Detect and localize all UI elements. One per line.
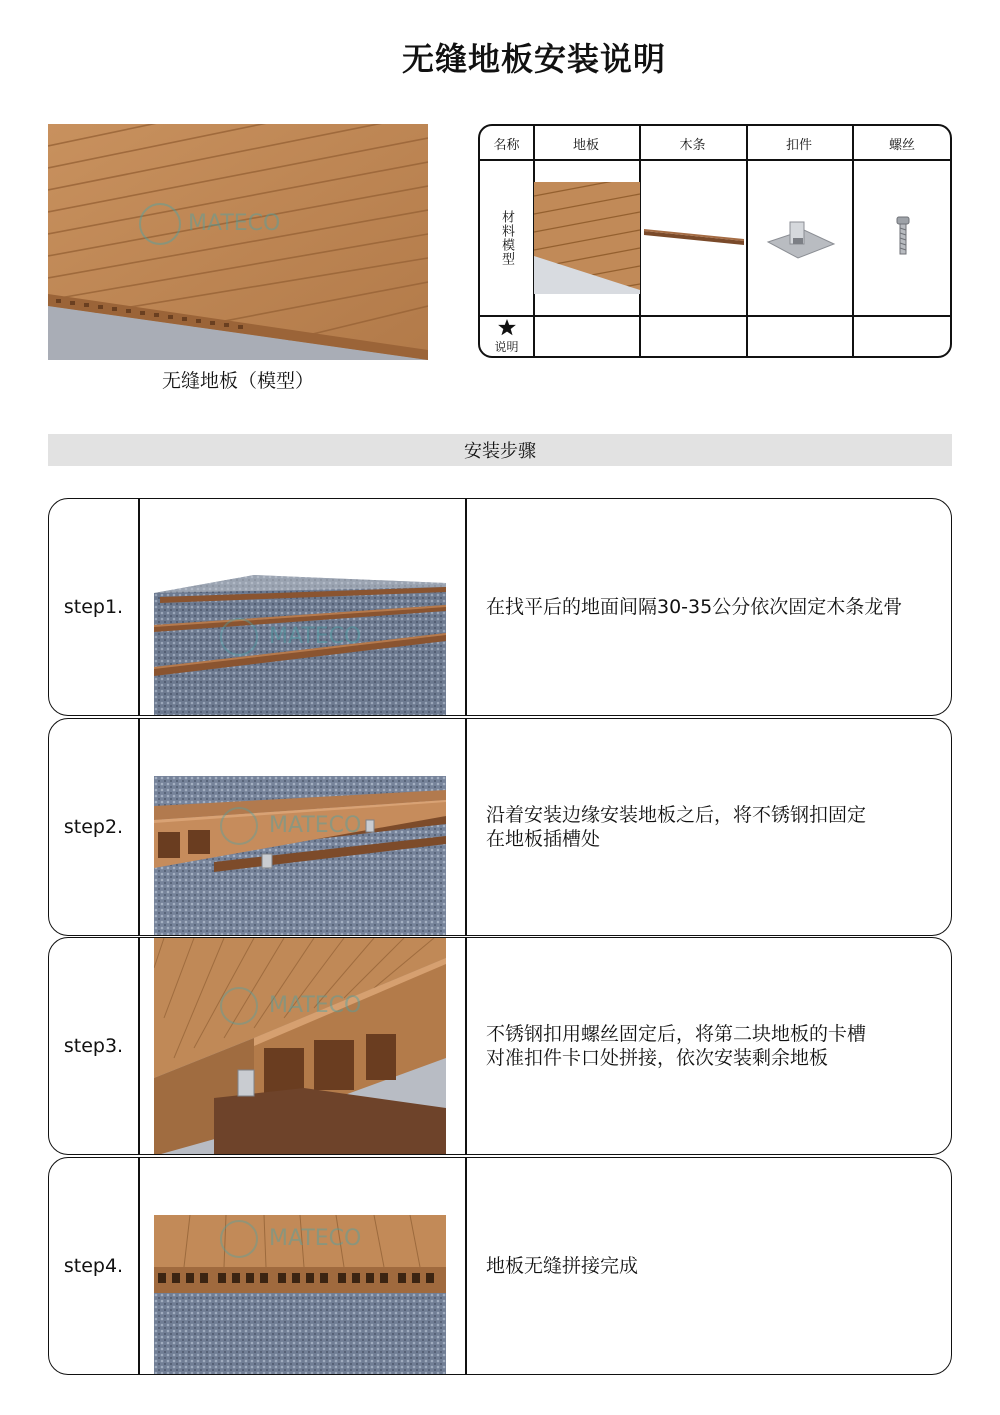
header-name: 名称	[493, 137, 520, 153]
hero-caption: 无缝地板（模型）	[161, 370, 314, 392]
page-title: 无缝地板安装说明	[401, 40, 666, 78]
header-clip: 扣件	[785, 137, 812, 153]
step-3-description: 不锈钢扣用螺丝固定后，将第二块地板的卡槽 对准扣件卡口处拼接，依次安装剩余地板	[486, 1023, 867, 1069]
svg-text:MATECO: MATECO	[188, 211, 281, 236]
step-1-row	[48, 498, 952, 716]
notes-label-cell: 说明	[480, 316, 533, 358]
star-icon	[498, 319, 516, 336]
step-label: step1.	[63, 596, 124, 618]
step-label: step4.	[63, 1255, 124, 1277]
header-screw: 螺丝	[888, 137, 915, 153]
header-floor: 地板	[572, 137, 599, 153]
svg-text:MATECO: MATECO	[269, 1226, 362, 1251]
step-2-description: 沿着安装边缘安装地板之后，将不锈钢扣固定 在地板插槽处	[486, 804, 867, 850]
materials-model-label: 材料模型	[499, 210, 514, 266]
step-1-description: 在找平后的地面间隔30-35公分依次固定木条龙骨	[486, 596, 903, 618]
step-label: step2.	[63, 816, 124, 838]
floor-model-image	[534, 160, 640, 316]
header-batten: 木条	[679, 137, 706, 153]
step-3-image	[154, 938, 446, 1155]
step-4-image	[154, 1215, 446, 1375]
section-title-bar: 安装步骤	[48, 434, 952, 466]
step-4-row	[48, 1157, 952, 1375]
step-2-image	[154, 776, 446, 936]
svg-text:MATECO: MATECO	[269, 624, 362, 649]
step-4-description: 地板无缝拼接完成	[486, 1255, 639, 1277]
materials-table	[478, 124, 952, 358]
clip-image	[747, 160, 853, 316]
hero-floor-image	[48, 124, 428, 360]
step-label: step3.	[63, 1035, 124, 1057]
screw-image	[853, 160, 952, 316]
svg-text:MATECO: MATECO	[269, 813, 362, 838]
svg-text:MATECO: MATECO	[269, 993, 362, 1018]
step-2-row	[48, 718, 952, 936]
step-3-row	[48, 937, 952, 1155]
step-1-image	[154, 575, 446, 716]
batten-image	[640, 160, 746, 316]
